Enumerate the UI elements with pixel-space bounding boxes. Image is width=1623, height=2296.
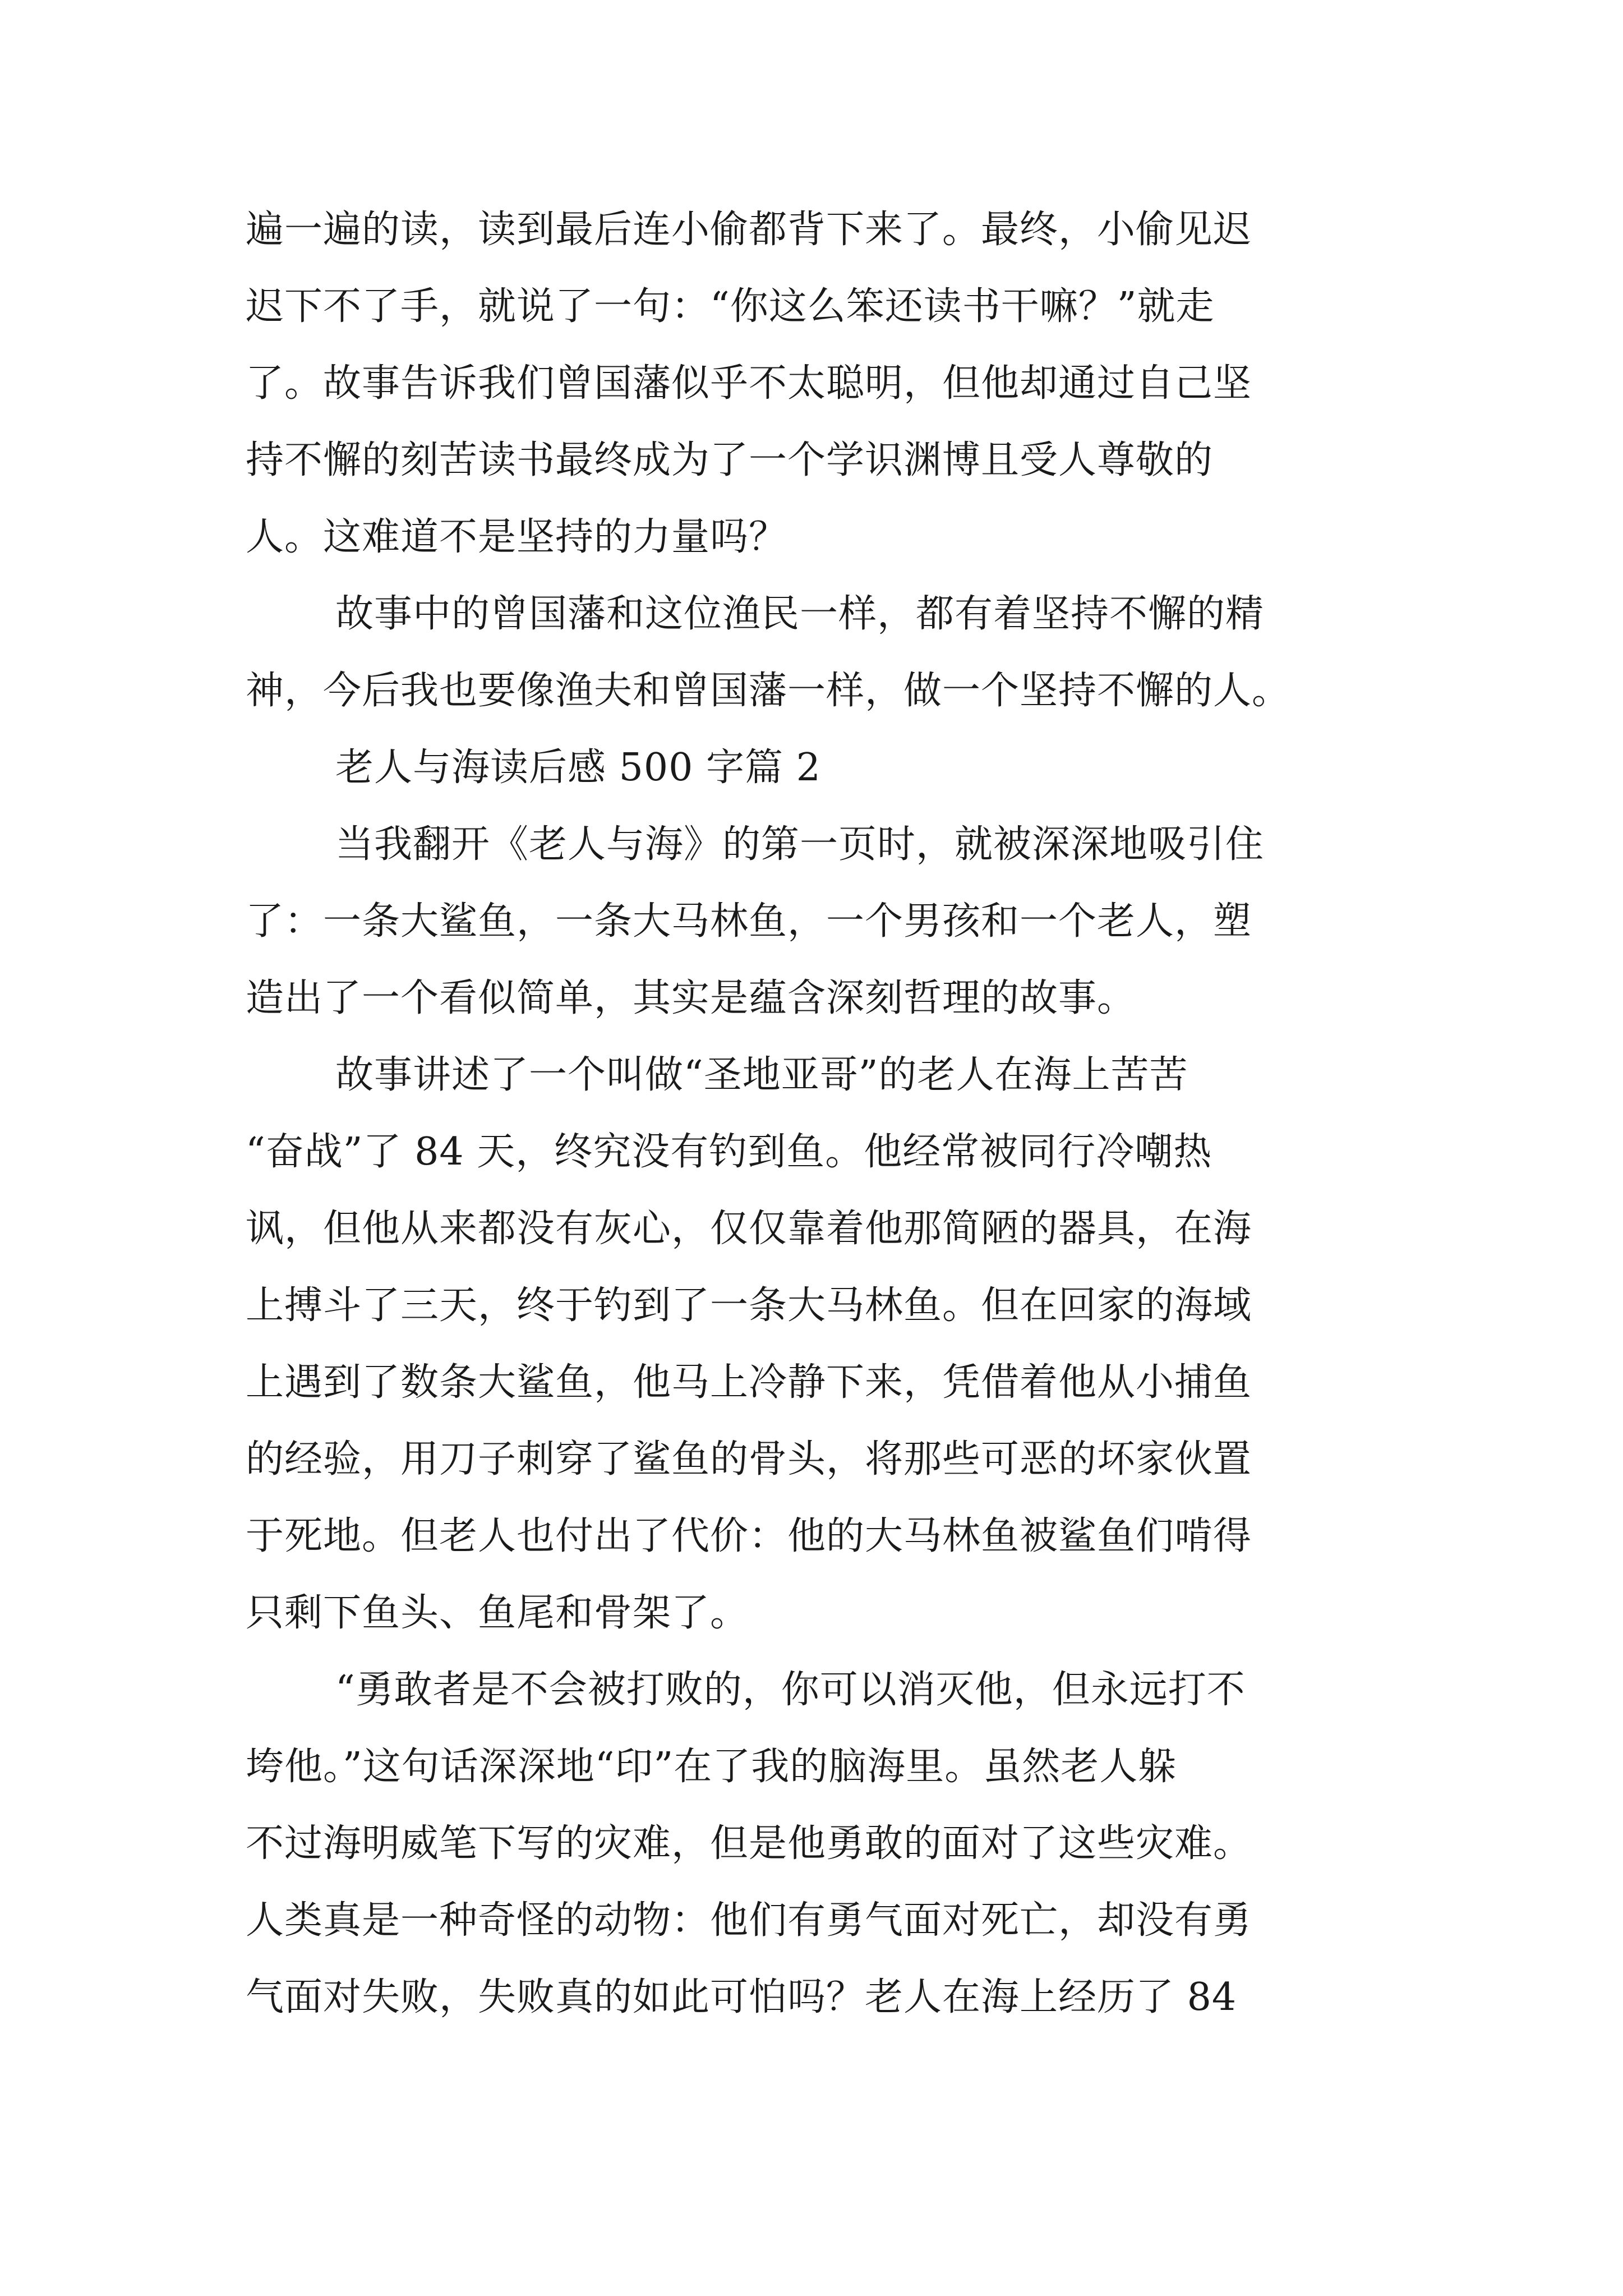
text-line: 了。故事告诉我们曾国藩似乎不太聪明，但他却通过自己坚	[246, 361, 1252, 406]
text-line: 人。这难道不是坚持的力量吗？	[246, 515, 788, 559]
text-line: 当我翻开《老人与海》的第一页时，就被深深地吸引住	[335, 822, 1265, 867]
text-line: 只剩下鱼头、鱼尾和骨架了。	[246, 1591, 749, 1635]
text-line: “勇敢者是不会被打败的，你可以消灭他，但永远打不	[335, 1668, 1246, 1712]
section-heading: 老人与海读后感 500 字篇 2	[335, 746, 821, 790]
text-line: 故事讲述了一个叫做“圣地亚哥”的老人在海上苦苦	[335, 1053, 1188, 1097]
text-line: 的经验，用刀子刺穿了鲨鱼的骨头，将那些可恶的坏家伙置	[246, 1437, 1252, 1481]
text-line: 垮他。”这句话深深地“印”在了我的脑海里。虽然老人躲	[246, 1745, 1177, 1789]
text-line: 遍一遍的读，读到最后连小偷都背下来了。最终，小偷见迟	[246, 208, 1252, 252]
text-line: 迟下不了手，就说了一句：“你这么笨还读书干嘛？”就走	[246, 284, 1215, 329]
text-line: 人类真是一种奇怪的动物：他们有勇气面对死亡，却没有勇	[246, 1898, 1252, 1943]
text-line: 神，今后我也要像渔夫和曾国藩一样，做一个坚持不懈的人。	[246, 669, 1291, 713]
text-line: 故事中的曾国藩和这位渔民一样，都有着坚持不懈的精	[335, 592, 1265, 636]
text-line: 了：一条大鲨鱼，一条大马林鱼，一个男孩和一个老人，塑	[246, 899, 1252, 944]
text-line: 造出了一个看似简单，其实是蕴含深刻哲理的故事。	[246, 976, 1136, 1020]
text-line: 持不懈的刻苦读书最终成为了一个学识渊博且受人尊敬的	[246, 438, 1214, 482]
text-line: 上搏斗了三天，终于钓到了一条大马林鱼。但在回家的海域	[246, 1283, 1252, 1328]
text-line: 不过海明威笔下写的灾难，但是他勇敢的面对了这些灾难。	[246, 1821, 1252, 1866]
text-line: “奋战”了 84 天，终究没有钓到鱼。他经常被同行冷嘲热	[246, 1130, 1212, 1174]
text-line: 于死地。但老人也付出了代价：他的大马林鱼被鲨鱼们啃得	[246, 1514, 1252, 1558]
text-line: 上遇到了数条大鲨鱼，他马上冷静下来，凭借着他从小捕鱼	[246, 1360, 1252, 1405]
text-line: 气面对失败，失败真的如此可怕吗？老人在海上经历了 84	[246, 1975, 1237, 2019]
text-line: 讽，但他从来都没有灰心，仅仅靠着他那简陋的器具，在海	[246, 1207, 1252, 1251]
